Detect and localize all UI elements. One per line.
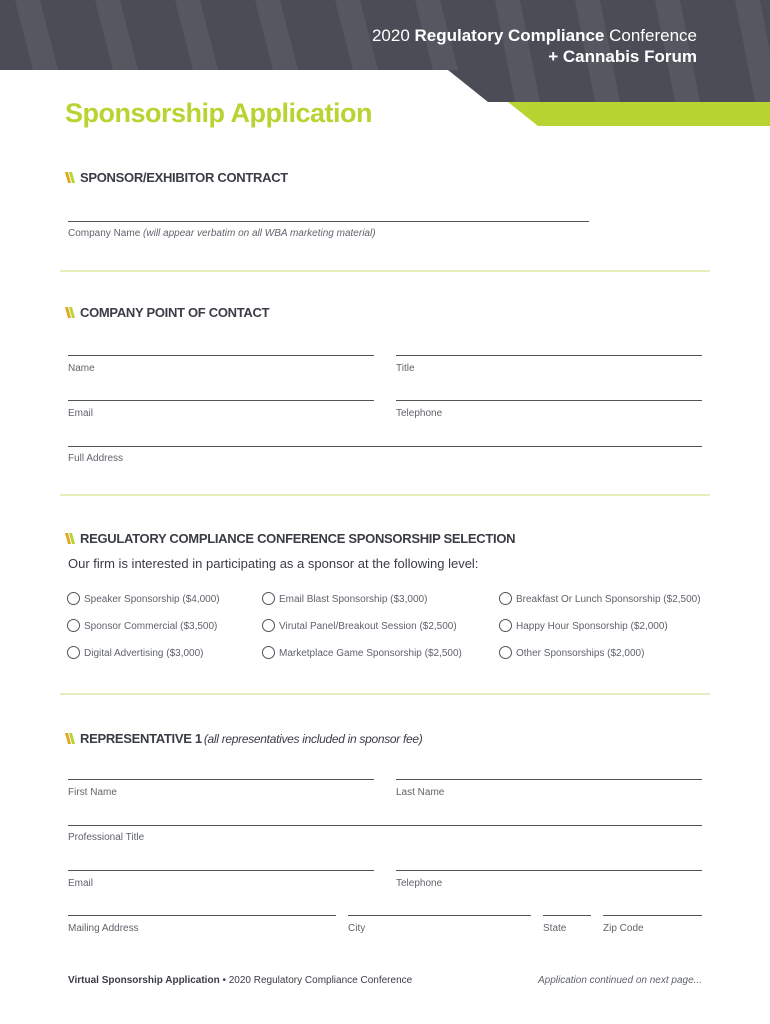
selection-intro: Our firm is interested in participating as a sponsor at the following level:	[68, 556, 479, 571]
rep-zip-field[interactable]	[603, 915, 702, 916]
radio-button[interactable]	[499, 646, 512, 659]
contact-title-field[interactable]	[396, 355, 702, 356]
option-happy-hour-sponsorship[interactable]: Happy Hour Sponsorship ($2,000)	[499, 619, 668, 633]
rep-first-name-label: First Name	[68, 787, 117, 798]
section-divider	[60, 270, 710, 272]
rep-email-field[interactable]	[68, 870, 374, 871]
radio-button[interactable]	[67, 592, 80, 605]
section-heading-text: REGULATORY COMPLIANCE CONFERENCE SPONSORSHIP SELECTION	[80, 531, 516, 546]
radio-button[interactable]	[499, 592, 512, 605]
section-heading-contact	[65, 305, 269, 320]
contact-title-label: Title	[396, 363, 415, 374]
rep-email-label: Email	[68, 878, 94, 889]
section-heading-representative	[65, 731, 423, 746]
contact-address-field[interactable]	[68, 446, 702, 447]
option-sponsor-commercial[interactable]: Sponsor Commercial ($3,500)	[67, 619, 217, 633]
section-divider	[60, 693, 710, 695]
rep-telephone-field[interactable]	[396, 870, 702, 871]
option-email-blast-sponsorship[interactable]: Email Blast Sponsorship ($3,000)	[262, 592, 427, 606]
section-heading-text: COMPANY POINT OF CONTACT	[80, 305, 270, 320]
radio-button[interactable]	[67, 619, 80, 632]
section-heading-selection	[65, 531, 515, 546]
contact-address-label: Full Address	[68, 453, 124, 464]
footer-conference: • 2020 Regulatory Compliance Conference	[219, 975, 413, 986]
rep-first-name-field[interactable]	[68, 779, 374, 780]
radio-button[interactable]	[262, 646, 275, 659]
section-marker-icon	[65, 533, 77, 544]
footer-continued: Application continued on next page...	[537, 975, 702, 986]
option-other-sponsorships[interactable]: Other Sponsorships ($2,000)	[499, 646, 644, 660]
section-heading-text: REPRESENTATIVE 1	[80, 731, 202, 746]
option-marketplace-game[interactable]: Marketplace Game Sponsorship ($2,500)	[262, 646, 462, 660]
option-speaker-sponsorship[interactable]: Speaker Sponsorship ($4,000)	[67, 592, 220, 606]
rep-zip-label: Zip Code	[603, 923, 644, 934]
company-name-note: (will appear verbatim on all WBA marketing material)	[143, 228, 376, 239]
footer-doc-name: Virtual Sponsorship Application	[68, 975, 220, 986]
footer-left	[68, 975, 412, 986]
section-heading-text: SPONSOR/EXHIBITOR CONTRACT	[80, 170, 288, 185]
section-marker-icon	[65, 307, 77, 318]
rep-professional-title-field[interactable]	[68, 825, 702, 826]
company-name-label: Company Name (will appear verbatim on all WBA marketing material)	[68, 228, 376, 239]
title-suffix: Conference	[604, 26, 697, 45]
rep-state-label: State	[543, 923, 567, 934]
section-marker-icon	[65, 733, 77, 744]
rep-mailing-address-field[interactable]	[68, 915, 336, 916]
radio-button[interactable]	[67, 646, 80, 659]
contact-name-label: Name	[68, 363, 95, 374]
contact-telephone-label: Telephone	[396, 408, 443, 419]
contact-email-field[interactable]	[68, 400, 374, 401]
company-name-field[interactable]	[68, 221, 589, 222]
option-breakfast-lunch-sponsorship[interactable]: Breakfast Or Lunch Sponsorship ($2,500)	[499, 592, 701, 606]
section-marker-icon	[65, 172, 77, 183]
title-bold: Regulatory Compliance	[414, 26, 605, 45]
title-subline: + Cannabis Forum	[548, 47, 697, 66]
rep-telephone-label: Telephone	[396, 878, 443, 889]
contact-telephone-field[interactable]	[396, 400, 702, 401]
contact-email-label: Email	[68, 408, 94, 419]
rep-last-name-field[interactable]	[396, 779, 702, 780]
rep-last-name-label: Last Name	[396, 787, 445, 798]
radio-button[interactable]	[262, 592, 275, 605]
rep-city-field[interactable]	[348, 915, 531, 916]
option-digital-advertising[interactable]: Digital Advertising ($3,000)	[67, 646, 204, 660]
rep-city-label: City	[348, 923, 366, 934]
page-title: Sponsorship Application	[65, 98, 373, 128]
section-heading-contract	[65, 170, 288, 185]
radio-button[interactable]	[499, 619, 512, 632]
rep-mailing-address-label: Mailing Address	[68, 923, 139, 934]
radio-button[interactable]	[262, 619, 275, 632]
contact-name-field[interactable]	[68, 355, 374, 356]
rep-professional-title-label: Professional Title	[68, 832, 145, 843]
representative-note: (all representatives included in sponsor fee)	[203, 732, 423, 746]
option-virtual-panel[interactable]: Virutal Panel/Breakout Session ($2,500)	[262, 619, 457, 633]
rep-state-field[interactable]	[543, 915, 591, 916]
conference-title	[372, 25, 697, 67]
title-year: 2020	[371, 26, 415, 45]
section-divider	[60, 494, 710, 496]
